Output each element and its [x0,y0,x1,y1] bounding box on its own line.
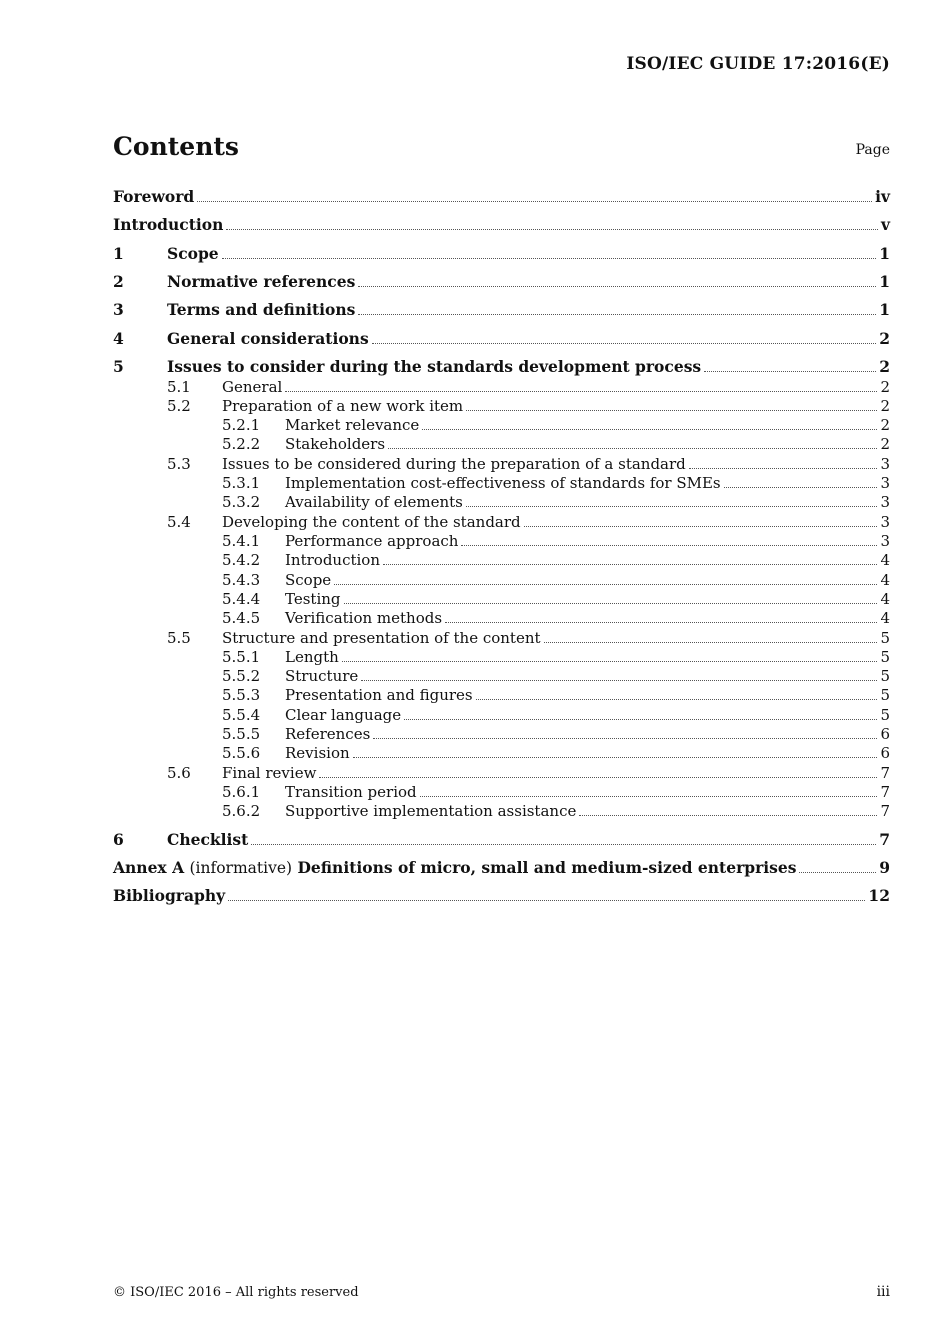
toc-entry-page: 2 [879,357,890,376]
toc-entry-page: 3 [880,532,890,550]
dot-leader [251,843,876,845]
toc-entry-page: 2 [880,416,890,434]
toc-entry-3[interactable] [113,299,890,319]
toc-entry-number: 3 [113,300,124,319]
toc-entry-number: 4 [113,329,124,348]
toc-entry-title: Terms and definitions [167,300,356,319]
toc-entry-page: 1 [879,300,890,319]
toc-entry-title: Market relevance [285,416,420,434]
annex-prefix: Annex A [113,858,185,877]
dot-leader [319,776,877,778]
dot-leader [358,313,876,315]
dot-leader [466,505,878,507]
toc-entry-page: 6 [880,725,890,743]
toc-entry-page: 2 [880,378,890,396]
toc-entry-number: 5.2.2 [222,435,261,453]
toc-entry-title: Introduction [113,215,224,234]
toc-entry-page: 7 [880,764,890,782]
toc-entry-title: Stakeholders [285,435,386,453]
toc-entry-5-2[interactable] [113,395,890,415]
toc-entry-5-5-5[interactable] [113,723,890,743]
dot-leader [228,899,865,901]
dot-leader [373,737,877,739]
dot-leader [689,467,878,469]
toc-entry-number: 5.2.1 [222,416,261,434]
toc-entry-page: 12 [868,886,890,905]
toc-entry-number: 5.4.4 [222,590,261,608]
toc-entry-title: Structure [285,667,359,685]
toc-entry-page: 2 [880,435,890,453]
toc-entry-page: 5 [880,686,890,704]
toc-entry-title: Presentation and figures [285,686,473,704]
toc-entry-number: 5.2 [167,397,191,415]
dot-leader [372,342,877,344]
toc-entry-title: Verification methods [285,609,443,627]
toc-entry-5-4-3[interactable] [113,569,890,589]
dot-leader [476,698,878,700]
toc-entry-5-6-1[interactable] [113,781,890,801]
toc-entry-title: Revision [285,744,350,762]
toc-entry-title: Transition period [285,783,417,801]
toc-entry-5-3-2[interactable] [113,491,890,511]
toc-entry-title: General [222,378,283,396]
toc-entry-title: Final review [222,764,317,782]
toc-entry-page: 1 [879,244,890,263]
dot-leader [524,525,878,527]
toc-entry-5-6[interactable] [113,762,890,782]
toc-entry-title: Structure and presentation of the content [222,629,541,647]
dot-leader [461,544,877,546]
toc-entry-page: 2 [879,329,890,348]
toc-entry-page: 4 [880,571,890,589]
toc-entry-number: 5.5.6 [222,744,261,762]
annex-qualifier: (informative) [189,859,293,877]
toc-entry-title: Length [285,648,339,666]
toc-entry-number: 5.6.2 [222,802,261,820]
toc-entry-page: 5 [880,706,890,724]
contents-title: Contents [113,132,240,161]
page-column-label: Page [855,142,890,158]
toc-entry-5-4-4[interactable] [113,588,890,608]
toc-entry-1[interactable] [113,243,890,263]
dot-leader [226,228,878,230]
toc-entry-5-5-6[interactable] [113,742,890,762]
toc-entry-5-2-2[interactable] [113,433,890,453]
dot-leader [704,370,876,372]
dot-leader [404,718,877,720]
toc-entry-number: 5.1 [167,378,191,396]
annex-title: Definitions of micro, small and medium-sized enterprises [297,858,797,877]
toc-entry-page: 3 [880,513,890,531]
toc-entry-title: Implementation cost-effectiveness of standards for SMEs [285,474,721,492]
toc-entry-page: iv [875,187,890,206]
toc-entry-number: 5.5.1 [222,648,261,666]
toc-entry-title: Developing the content of the standard [222,513,521,531]
toc-entry-title: Issues to be considered during the preparation of a standard [222,455,686,473]
toc-entry-title: Introduction [285,551,380,569]
toc-entry-5-5[interactable] [113,627,890,647]
toc-entry-page: 5 [880,629,890,647]
toc-entry-5-5-3[interactable] [113,684,890,704]
toc-entry-title: Issues to consider during the standards development process [167,357,702,376]
toc-entry-title: Bibliography [113,886,226,905]
toc-entry-5-5-1[interactable] [113,646,890,666]
toc-entry-title: Scope [167,244,219,263]
toc-entry-number: 5.3 [167,455,191,473]
toc-entry-number: 2 [113,272,124,291]
toc-entry-page: 5 [880,648,890,666]
dot-leader [353,756,878,758]
toc-entry-page: 7 [879,830,890,849]
toc-entry-5-4[interactable] [113,511,890,531]
toc-entry-number: 5.5.2 [222,667,261,685]
dot-leader [445,621,877,623]
toc-entry-number: 5.5.4 [222,706,261,724]
toc-entry-page: 1 [879,272,890,291]
dot-leader [420,795,878,797]
document-id: ISO/IEC GUIDE 17:2016(E) [626,54,890,74]
dot-leader [361,679,877,681]
toc-entry-title: Testing [285,590,341,608]
toc-entry-5-3-1[interactable] [113,472,890,492]
toc-entry-2[interactable] [113,271,890,291]
toc-entry-4[interactable] [113,328,890,348]
toc-entry-5-5-2[interactable] [113,665,890,685]
toc-entry-page: 4 [880,609,890,627]
dot-leader [197,200,872,202]
toc-entry-page: 6 [880,744,890,762]
toc-entry-page: 7 [880,802,890,820]
toc-entry-page: 4 [880,590,890,608]
dot-leader [334,583,877,585]
toc-entry-foreword[interactable] [113,186,890,206]
toc-entry-6[interactable] [113,829,890,849]
dot-leader [579,814,877,816]
toc-entry-5-2-1[interactable] [113,414,890,434]
dot-leader [342,660,878,662]
toc-entry-number: 5.6.1 [222,783,261,801]
page-number: iii [876,1284,890,1300]
dot-leader [358,285,876,287]
dot-leader [388,447,877,449]
toc-entry-page: 3 [880,493,890,511]
toc-entry-title [113,859,796,877]
toc-entry-title: Normative references [167,272,356,291]
toc-entry-5-1[interactable] [113,376,890,396]
toc-entry-title: Performance approach [285,532,459,550]
toc-entry-title: Checklist [167,830,249,849]
toc-entry-5-4-1[interactable] [113,530,890,550]
toc-entry-page: v [880,215,890,234]
toc-entry-5-5-4[interactable] [113,704,890,724]
dot-leader [344,602,878,604]
toc-entry-page: 4 [880,551,890,569]
toc-entry-number: 5.3.1 [222,474,261,492]
dot-leader [383,563,877,565]
dot-leader [285,390,877,392]
toc-entry-page: 7 [880,783,890,801]
toc-entry-title: Supportive implementation assistance [285,802,577,820]
toc-entry-number: 5.4.1 [222,532,261,550]
toc-entry-page: 5 [880,667,890,685]
toc-entry-number: 5.4.3 [222,571,261,589]
toc-entry-page: 2 [880,397,890,415]
toc-entry-number: 6 [113,830,124,849]
toc-entry-number: 5.5.5 [222,725,261,743]
toc-entry-number: 5.5.3 [222,686,261,704]
toc-entry-5[interactable] [113,356,890,376]
toc-entry-number: 5.3.2 [222,493,261,511]
toc-entry-title: References [285,725,371,743]
toc-entry-bibliography[interactable] [113,885,890,905]
toc-entry-number: 1 [113,244,124,263]
toc-entry-page: 9 [879,858,890,877]
toc-entry-number: 5.4 [167,513,191,531]
toc-entry-annex-a[interactable] [113,857,890,877]
toc-entry-number: 5.4.2 [222,551,261,569]
toc-entry-title: Scope [285,571,332,589]
dot-leader [799,871,876,873]
toc-entry-5-6-2[interactable] [113,800,890,820]
toc-entry-title: Clear language [285,706,402,724]
toc-entry-number: 5 [113,357,124,376]
toc-entry-number: 5.4.5 [222,609,261,627]
toc-entry-number: 5.5 [167,629,191,647]
toc-entry-5-4-5[interactable] [113,607,890,627]
copyright-notice: © ISO/IEC 2016 – All rights reserved [113,1285,359,1300]
toc-entry-title: Availability of elements [285,493,463,511]
dot-leader [724,486,878,488]
toc-entry-number: 5.6 [167,764,191,782]
toc-entry-title: General considerations [167,329,369,348]
dot-leader [544,641,878,643]
toc-entry-title: Preparation of a new work item [222,397,464,415]
dot-leader [466,409,877,411]
dot-leader [422,428,877,430]
toc-entry-5-3[interactable] [113,453,890,473]
toc-entry-5-4-2[interactable] [113,549,890,569]
dot-leader [222,257,877,259]
toc-entry-title: Foreword [113,187,195,206]
toc-entry-page: 3 [880,474,890,492]
toc-entry-introduction[interactable] [113,214,890,234]
toc-entry-page: 3 [880,455,890,473]
